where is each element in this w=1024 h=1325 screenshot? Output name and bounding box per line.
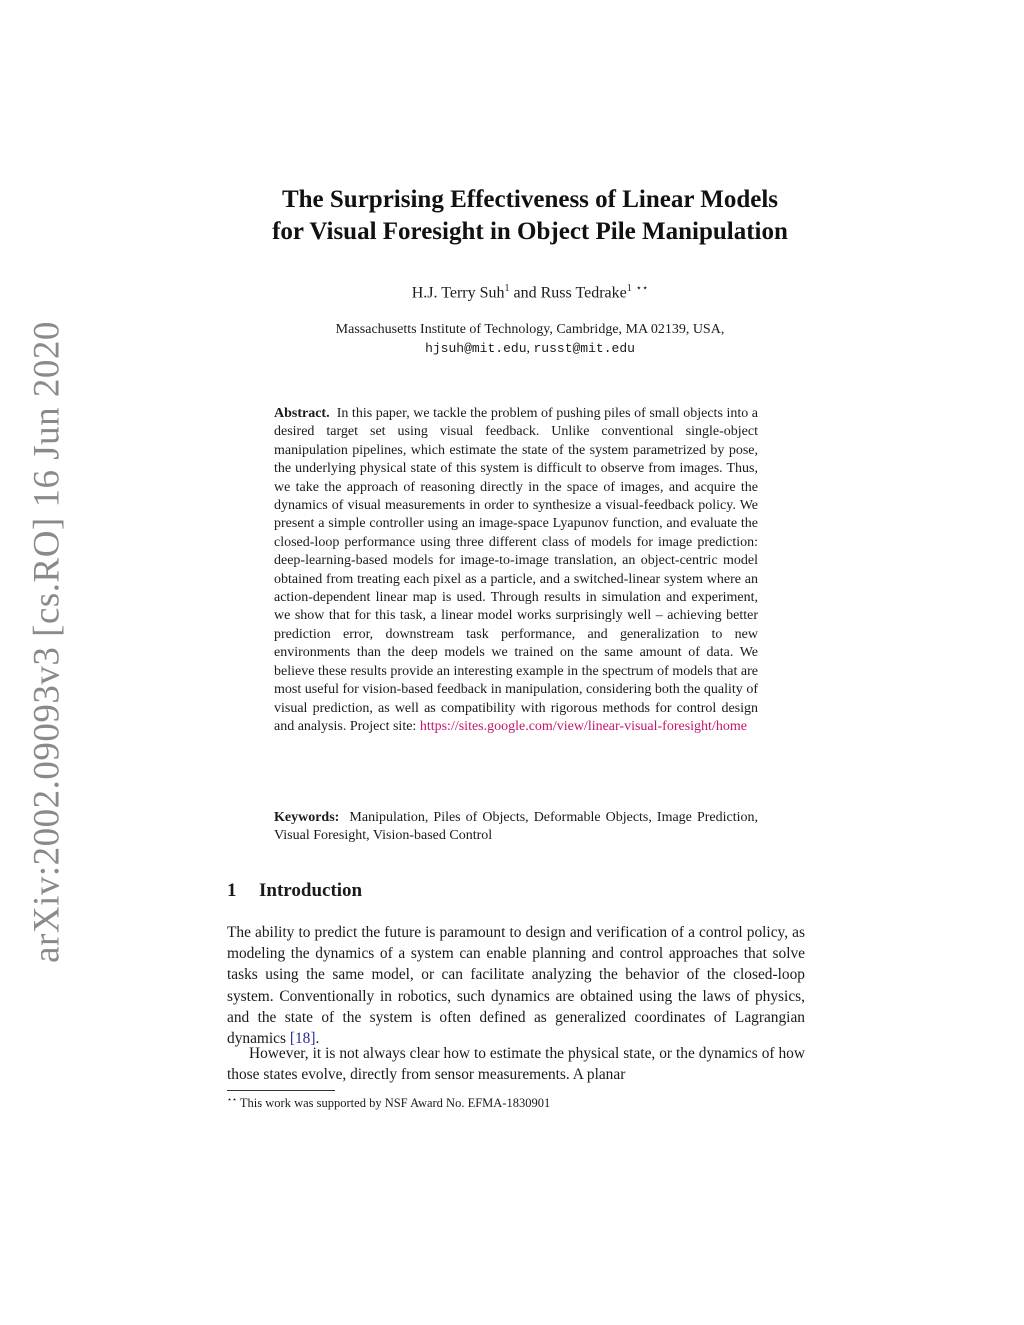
email-separator: , [526,341,534,356]
author-1: H.J. Terry Suh [411,284,505,302]
author-conjunction: and [513,284,537,302]
project-site-label: Project site: [349,718,417,734]
intro-p2-text: However, it is not always clear how to estimate the physical state, or the dynamics of how those states evolve, directly from sensor measurements. A planar [227,1045,805,1084]
project-site-link[interactable]: https://sites.google.com/view/linear-visual-foresight/home [419,718,747,734]
author-2-footnote-mark: ⋆⋆ [635,283,649,294]
title-line-1: The Surprising Effectiveness of Linear Models [281,186,779,213]
email-2[interactable]: russt@mit.edu [533,341,635,356]
intro-p1-text: The ability to predict the future is paramount to design and verification of a control policy, as modeling the dynamics of a system can enable planning and control approaches that solve tasks using the same model, or can facilitate analyzing the behavior of the closed-loop system. Conventionally in robotics, such dynamics are obtained using the laws of physics, and the state of the system is often defined as generalized coordinates of Lagrangian dynamics [227,924,805,1048]
footnote-mark: ⋆⋆ [227,1095,238,1104]
section-heading [227,880,362,902]
affiliation [180,320,880,358]
email-1[interactable]: hjsuh@mit.edu [425,341,527,356]
section-number: 1 [227,880,237,901]
institution: Massachusetts Institute of Technology, Cambridge, MA 02139, USA, [335,322,725,337]
abstract [274,405,758,736]
author-list [180,283,880,302]
intro-p1-end: . [315,1030,320,1048]
footnote-rule [227,1090,335,1091]
arxiv-identifier: arXiv:2002.09093v3 [cs.RO] 16 Jun 2020 [26,321,68,963]
footnote-text: This work was supported by NSF Award No. EFMA-1830901 [239,1096,551,1111]
keywords [274,809,758,846]
abstract-text: In this paper, we tackle the problem of pushing piles of small objects into a desired target set using visual feedback. Unlike conventional single-object manipulation pipelines, which estimate the state of the system parametrized by pose, the underlying physical state of this system is difficult to observe from images. Thus, we take the approach of reasoning directly in the space of images, and acquire the dynamics of visual measurements in order to synthesize a visual-feedback policy. We present a simple controller using an image-space Lyapunov function, and evaluate the closed-loop performance using three different class of models for image prediction: deep-learning-based models for image-to-image translation, an object-centric model obtained from treating each pixel as a particle, and a switched-linear system where an action-dependent linear map is used. Through results in simulation and experiment, we show that for this task, a linear model works surprisingly well – achieving better prediction error, downstream task performance, and generalization to new environments than the deep models we trained on the same amount of data. We believe these results provide an interesting example in the spectrum of models that are most useful for vision-based feedback in manipulation, considering both the quality of visual prediction, as well as compatibility with rigorous methods for control design and analysis. [274,406,758,734]
intro-paragraph-2 [227,1043,805,1085]
author-2: Russ Tedrake [540,284,627,302]
section-title: Introduction [259,880,363,901]
keywords-label: Keywords: [274,810,340,825]
emails [180,339,880,358]
citation-link[interactable]: [18] [289,1030,316,1048]
title-line-2: for Visual Foresight in Object Pile Manipulation [272,218,788,245]
footnote [227,1095,550,1111]
intro-paragraph-1 [227,922,805,1049]
author-1-affil: 1 [504,283,510,294]
abstract-label: Abstract. [274,406,330,421]
keywords-text: Manipulation, Piles of Objects, Deformable Objects, Image Prediction, Visual Foresight, Vision-based Control [274,810,758,844]
author-2-affil: 1 [626,283,632,294]
paper-title [180,184,880,248]
